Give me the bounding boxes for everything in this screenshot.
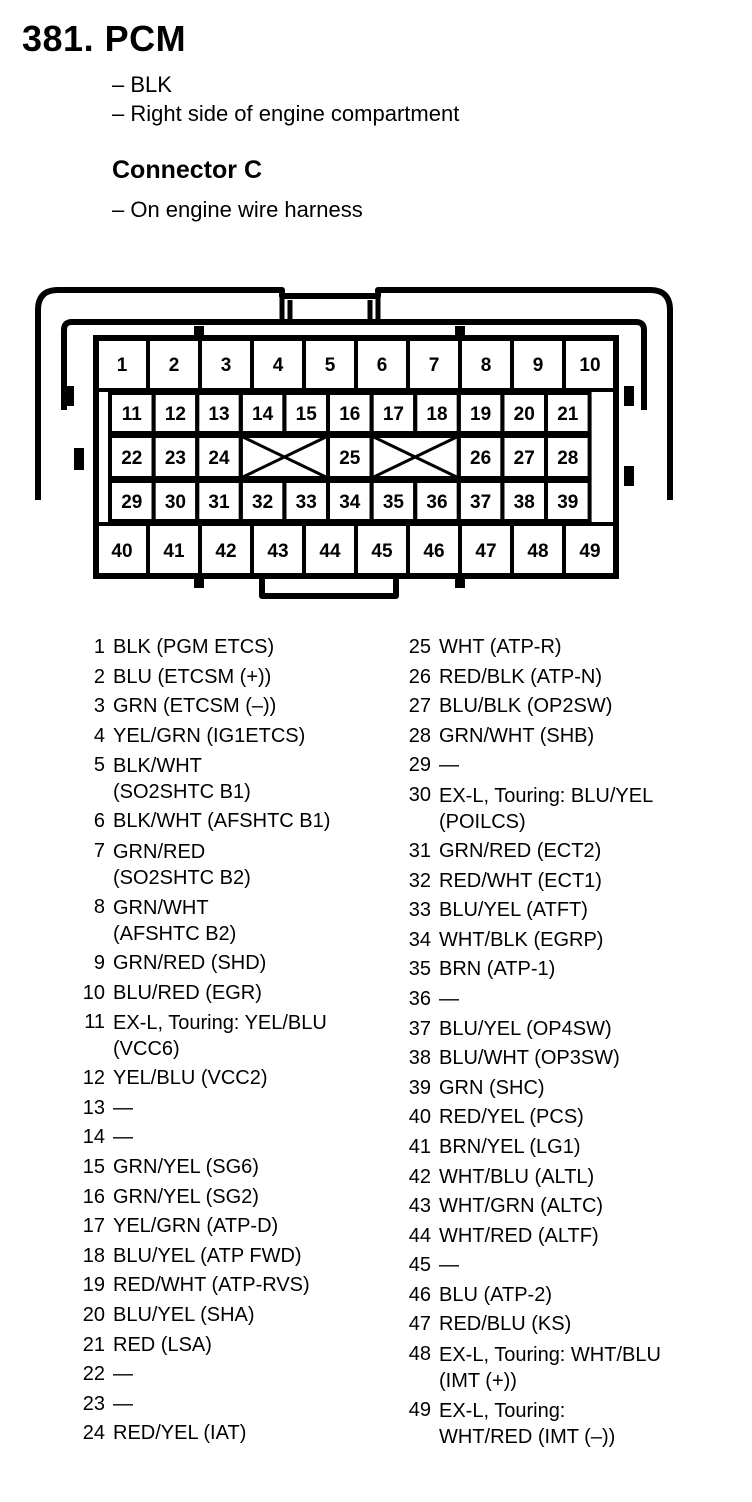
pin-number: 12	[82, 1067, 105, 1090]
pin-entry	[72, 633, 330, 663]
pin-label: 19	[470, 404, 492, 425]
pin-label: 9	[532, 355, 544, 376]
pin-entry	[398, 633, 661, 663]
pin-wire-text: RED/BLK (ATP-N)	[439, 665, 602, 688]
pin-number: 32	[408, 869, 431, 892]
pin-wire-text-cont: WHT/RED (IMT (–))	[439, 1426, 616, 1449]
pin-wire-text: WHT (ATP-R)	[439, 636, 562, 658]
pin-description	[431, 1074, 545, 1104]
pin-number: 47	[408, 1313, 431, 1336]
pin-entry	[72, 722, 330, 752]
pin-description	[431, 1163, 594, 1193]
pin-entry	[72, 1242, 330, 1272]
pin-entry	[398, 1015, 661, 1045]
pin-description	[431, 1222, 599, 1252]
pin-entry	[398, 1310, 661, 1340]
pin-number: 16	[82, 1185, 105, 1208]
pin-wire-text: EX-L, Touring:	[439, 1400, 566, 1423]
pin-entry	[398, 781, 661, 837]
pin-number: 14	[82, 1126, 105, 1149]
pin-wire-text: WHT/RED (ALTF)	[439, 1224, 599, 1247]
pin-wire-text: GRN/RED (ECT2)	[439, 839, 602, 862]
pin-description	[431, 722, 594, 752]
pin-wire-text: EX-L, Touring: YEL/BLU	[113, 1012, 327, 1035]
tab-top-right	[455, 326, 465, 336]
pin-number: 19	[82, 1274, 105, 1297]
pin-wire-text: BLU (ATP-2)	[439, 1283, 552, 1306]
pin-wire-text: BLU/WHT (OP3SW)	[439, 1047, 620, 1070]
pin-wire-text: BLU/BLK (OP2SW)	[439, 695, 613, 718]
pin-description	[105, 1419, 246, 1449]
pin-entry	[398, 663, 661, 693]
pin-number: 31	[408, 839, 431, 862]
pin-entry	[398, 1192, 661, 1222]
pin-label: 33	[295, 492, 317, 513]
pin-wire-text: BRN/YEL (LG1)	[439, 1135, 581, 1158]
pin-label: 40	[111, 541, 133, 562]
pin-wire-text: RED/WHT (ATP-RVS)	[113, 1274, 310, 1297]
pin-number: 34	[408, 928, 431, 951]
pin-entry	[398, 926, 661, 956]
pin-number: 28	[408, 724, 431, 747]
pin-label: 27	[513, 448, 535, 469]
pin-wire-text: WHT/BLU (ALTL)	[439, 1165, 595, 1188]
pin-list-left	[72, 633, 330, 1449]
pin-wire-text: —	[113, 1096, 133, 1119]
key	[262, 578, 396, 596]
connector-title: Connector C	[112, 156, 262, 184]
pin-number: 39	[408, 1076, 431, 1099]
pin-number: 20	[82, 1303, 105, 1326]
pin-description	[431, 896, 588, 926]
pin-label: 18	[426, 404, 448, 425]
pin-entry	[72, 692, 330, 722]
pin-number: 6	[93, 810, 105, 833]
pin-entry	[72, 1123, 330, 1153]
tab-right-mid	[624, 466, 634, 486]
pin-description	[431, 1044, 620, 1074]
pin-wire-text: —	[439, 987, 459, 1010]
pin-wire-text: GRN/YEL (SG6)	[113, 1155, 259, 1178]
pin-wire-text: GRN/WHT	[113, 896, 209, 919]
pin-entry	[398, 1074, 661, 1104]
page-title: 381. PCM	[22, 18, 187, 59]
pin-wire-text: —	[439, 1254, 459, 1277]
pin-entry	[398, 1396, 661, 1452]
pin-description	[105, 1242, 302, 1272]
pin-number: 37	[408, 1017, 431, 1040]
pin-label: 13	[208, 404, 230, 425]
pin-label: 41	[163, 541, 185, 562]
pin-label: 7	[428, 355, 440, 376]
pin-label: 38	[513, 492, 535, 513]
pin-description	[105, 1360, 133, 1390]
pin-description	[105, 1008, 327, 1064]
pin-entry	[398, 1163, 661, 1193]
pin-wire-text: RED/YEL (PCS)	[439, 1106, 584, 1129]
pin-entry	[398, 1044, 661, 1074]
pin-label: 11	[121, 404, 142, 425]
tab-right-top	[624, 386, 634, 406]
pin-wire-text: YEL/GRN (ATP-D)	[113, 1215, 279, 1238]
pin-number: 9	[93, 951, 105, 974]
pin-entry	[72, 1271, 330, 1301]
pin-number: 2	[93, 665, 105, 688]
pin-wire-text: BLU/RED (EGR)	[113, 981, 262, 1004]
pin-label: 45	[371, 541, 393, 562]
pin-label: 34	[339, 492, 361, 513]
tab-bottom-right	[455, 578, 465, 588]
pin-wire-text: BRN (ATP-1)	[439, 958, 556, 981]
pin-wire-text: WHT/GRN (ALTC)	[439, 1195, 604, 1218]
pin-number: 4	[93, 724, 105, 747]
pin-entry	[398, 896, 661, 926]
pin-label: 3	[220, 355, 232, 376]
pin-wire-text: GRN/RED	[113, 840, 206, 863]
pin-wire-text: BLU/YEL (ATFT)	[439, 899, 588, 922]
pin-wire-text: BLK (PGM ETCS)	[113, 636, 275, 658]
pin-wire-text: BLU/YEL (OP4SW)	[439, 1017, 612, 1040]
pin-description	[431, 781, 653, 837]
pin-wire-text: BLK/WHT	[113, 755, 202, 778]
pin-description	[431, 955, 555, 985]
pin-label: 20	[513, 404, 535, 425]
pin-entry	[72, 1390, 330, 1420]
pin-number: 5	[93, 754, 105, 777]
pin-description	[105, 1123, 133, 1153]
pin-entry	[72, 1094, 330, 1124]
pin-wire-text: —	[439, 754, 459, 777]
pin-number: 44	[408, 1224, 431, 1247]
pin-label: 22	[121, 448, 143, 469]
pin-description	[105, 1301, 255, 1331]
tab-left-mid	[74, 448, 84, 470]
pin-entry	[398, 1340, 661, 1396]
pin-wire-text: WHT/BLK (EGRP)	[439, 928, 604, 951]
pin-wire-text: EX-L, Touring: BLU/YEL	[439, 784, 654, 807]
pin-wire-text: BLU/YEL (ATP FWD)	[113, 1244, 302, 1267]
pin-number: 25	[408, 636, 431, 658]
pin-number: 3	[93, 695, 105, 718]
pin-wire-text-cont: (IMT (+))	[439, 1370, 517, 1393]
pin-number: 38	[408, 1047, 431, 1070]
pin-label: 24	[208, 448, 230, 469]
pin-entry	[72, 1212, 330, 1242]
pin-label: 14	[252, 404, 274, 425]
pin-entry	[72, 1153, 330, 1183]
pin-wire-text: RED (LSA)	[113, 1333, 212, 1356]
color-note: – BLK	[112, 72, 172, 97]
pin-label: 6	[376, 355, 388, 376]
pin-label: 26	[470, 448, 492, 469]
pin-number: 27	[408, 695, 431, 718]
pin-label: 28	[557, 448, 579, 469]
pin-wire-text-cont: (SO2SHTC B2)	[113, 866, 251, 889]
pin-label: 25	[339, 448, 361, 469]
pin-number: 10	[82, 981, 105, 1004]
pin-description	[105, 949, 266, 979]
pin-number: 13	[82, 1096, 105, 1119]
pin-number: 48	[408, 1343, 431, 1366]
pin-entry	[398, 751, 661, 781]
pin-entry	[398, 1103, 661, 1133]
pin-label: 23	[164, 448, 186, 469]
pin-number: 33	[408, 899, 431, 922]
tab-bottom-left	[194, 578, 204, 588]
pin-label: 48	[527, 541, 549, 562]
pin-label: 2	[168, 355, 180, 376]
pin-entry	[72, 1331, 330, 1361]
pin-entry	[72, 837, 330, 893]
pin-label: 15	[295, 404, 317, 425]
pin-number: 49	[408, 1399, 431, 1422]
pin-description	[105, 893, 236, 949]
pin-entry	[72, 1064, 330, 1094]
pin-entry	[72, 1301, 330, 1331]
pin-entry	[398, 1281, 661, 1311]
pin-number: 21	[82, 1333, 105, 1356]
pin-wire-text-cont: (VCC6)	[113, 1038, 180, 1061]
pin-description	[105, 1064, 268, 1094]
pin-description	[431, 751, 459, 781]
pin-description	[431, 1133, 581, 1163]
location-note: – Right side of engine compartment	[112, 101, 460, 126]
pin-entry	[72, 1419, 330, 1449]
pin-entry	[72, 1008, 330, 1064]
pin-label: 8	[480, 355, 492, 376]
pin-description	[431, 1281, 552, 1311]
pin-entry	[398, 1133, 661, 1163]
connector-diagram	[0, 280, 752, 610]
pin-number: 24	[82, 1422, 105, 1445]
pin-label: 10	[579, 355, 601, 376]
pin-number: 26	[408, 665, 431, 688]
pin-description	[105, 979, 262, 1009]
pin-entry	[398, 1251, 661, 1281]
pin-description	[431, 663, 602, 693]
pin-label: 35	[382, 492, 404, 513]
tab-left-top	[64, 386, 74, 406]
pin-wire-text: BLU (ETCSM (+))	[113, 665, 272, 688]
pin-label: 42	[215, 541, 237, 562]
pin-number: 18	[82, 1244, 105, 1267]
pin-description	[105, 1390, 133, 1420]
pin-number: 41	[408, 1135, 431, 1158]
pin-entry	[398, 955, 661, 985]
pin-label: 29	[121, 492, 143, 513]
pin-label: 31	[208, 492, 230, 513]
pin-number: 15	[82, 1155, 105, 1178]
pin-number: 23	[82, 1392, 105, 1415]
pin-number: 40	[408, 1106, 431, 1129]
pin-number: 42	[408, 1165, 431, 1188]
pin-description	[105, 1331, 212, 1361]
pin-description	[431, 1396, 615, 1452]
pin-label: 4	[272, 355, 284, 376]
pin-description	[105, 633, 274, 663]
pin-wire-text: GRN/RED (SHD)	[113, 951, 267, 974]
pin-entry	[72, 751, 330, 807]
pin-description	[105, 692, 276, 722]
pin-entry	[398, 692, 661, 722]
pin-description	[431, 926, 603, 956]
pin-number: 11	[84, 1011, 105, 1034]
pin-entry	[398, 985, 661, 1015]
pin-label: 1	[116, 355, 128, 376]
pin-number: 1	[93, 636, 105, 658]
pin-description	[105, 807, 330, 837]
pin-number: 8	[93, 895, 105, 918]
pin-number: 30	[408, 783, 431, 806]
pin-entry	[398, 722, 661, 752]
pin-wire-text: RED/WHT (ECT1)	[439, 869, 602, 892]
pin-label: 39	[557, 492, 579, 513]
pin-entry	[72, 1360, 330, 1390]
pin-description	[105, 1153, 259, 1183]
pin-wire-text: EX-L, Touring: WHT/BLU	[439, 1344, 661, 1367]
pin-description	[105, 1183, 259, 1213]
pin-description	[431, 1103, 584, 1133]
pin-wire-text: YEL/GRN (IG1ETCS)	[113, 724, 306, 747]
pin-entry	[398, 1222, 661, 1252]
pin-label: 17	[382, 404, 404, 425]
pin-label: 30	[164, 492, 186, 513]
pin-description	[431, 837, 601, 867]
pin-wire-text-cont: (AFSHTC B2)	[113, 922, 237, 945]
pin-description	[105, 722, 305, 752]
pin-label: 16	[339, 404, 361, 425]
pin-entry	[72, 893, 330, 949]
pin-label: 5	[324, 355, 336, 376]
pin-list-right	[398, 633, 661, 1452]
pin-wire-text: —	[113, 1126, 133, 1149]
pin-description	[431, 1340, 661, 1396]
tab-top-left	[194, 326, 204, 336]
pin-entry	[398, 837, 661, 867]
pin-description	[105, 751, 251, 807]
pin-wire-text: —	[113, 1392, 133, 1415]
pin-number: 22	[82, 1363, 105, 1386]
pin-label: 44	[319, 541, 341, 562]
pin-description	[105, 1212, 278, 1242]
pin-description	[105, 1271, 310, 1301]
pin-number: 7	[93, 839, 105, 862]
pin-label: 46	[423, 541, 445, 562]
pin-description	[431, 867, 602, 897]
pin-number: 36	[408, 987, 431, 1010]
pin-wire-text: BLK/WHT (AFSHTC B1)	[113, 810, 331, 833]
pin-description	[431, 1251, 459, 1281]
pin-entry	[398, 867, 661, 897]
pin-description	[431, 692, 612, 722]
pin-label: 47	[475, 541, 497, 562]
pin-label: 43	[267, 541, 289, 562]
pin-wire-text-cont: (SO2SHTC B1)	[113, 781, 251, 804]
pin-description	[431, 633, 562, 663]
pin-number: 35	[408, 958, 431, 981]
pin-wire-text: BLU/YEL (SHA)	[113, 1303, 255, 1326]
pin-wire-text: GRN (ETCSM (–))	[113, 695, 277, 718]
pin-wire-text: RED/YEL (IAT)	[113, 1422, 247, 1445]
pin-entry	[72, 807, 330, 837]
pin-wire-text: RED/BLU (KS)	[439, 1313, 572, 1336]
pin-wire-text: GRN/YEL (SG2)	[113, 1185, 259, 1208]
pin-description	[431, 1015, 612, 1045]
pin-number: 17	[82, 1215, 105, 1238]
pin-description	[431, 1192, 603, 1222]
pin-description	[431, 1310, 571, 1340]
pin-label: 12	[164, 404, 186, 425]
pin-wire-text-cont: (POILCS)	[439, 810, 526, 833]
pin-wire-text: YEL/BLU (VCC2)	[113, 1067, 268, 1090]
pin-wire-text: GRN/WHT (SHB)	[439, 724, 595, 747]
pin-wire-text: GRN (SHC)	[439, 1076, 545, 1099]
pin-entry	[72, 1183, 330, 1213]
pin-label: 32	[252, 492, 274, 513]
pin-entry	[72, 979, 330, 1009]
pin-description	[105, 837, 251, 893]
pin-label: 49	[579, 541, 601, 562]
pin-label: 36	[426, 492, 448, 513]
pin-entry	[72, 949, 330, 979]
harness-note: – On engine wire harness	[112, 197, 363, 222]
pin-description	[431, 985, 459, 1015]
pin-number: 43	[408, 1195, 431, 1218]
pin-number: 45	[408, 1254, 431, 1277]
pin-description	[105, 663, 271, 693]
pin-description	[105, 1094, 133, 1124]
pin-label: 37	[470, 492, 492, 513]
pin-number: 29	[408, 754, 431, 777]
pin-wire-text: —	[113, 1363, 133, 1386]
pin-label: 21	[557, 404, 579, 425]
pin-number: 46	[408, 1283, 431, 1306]
pin-entry	[72, 663, 330, 693]
